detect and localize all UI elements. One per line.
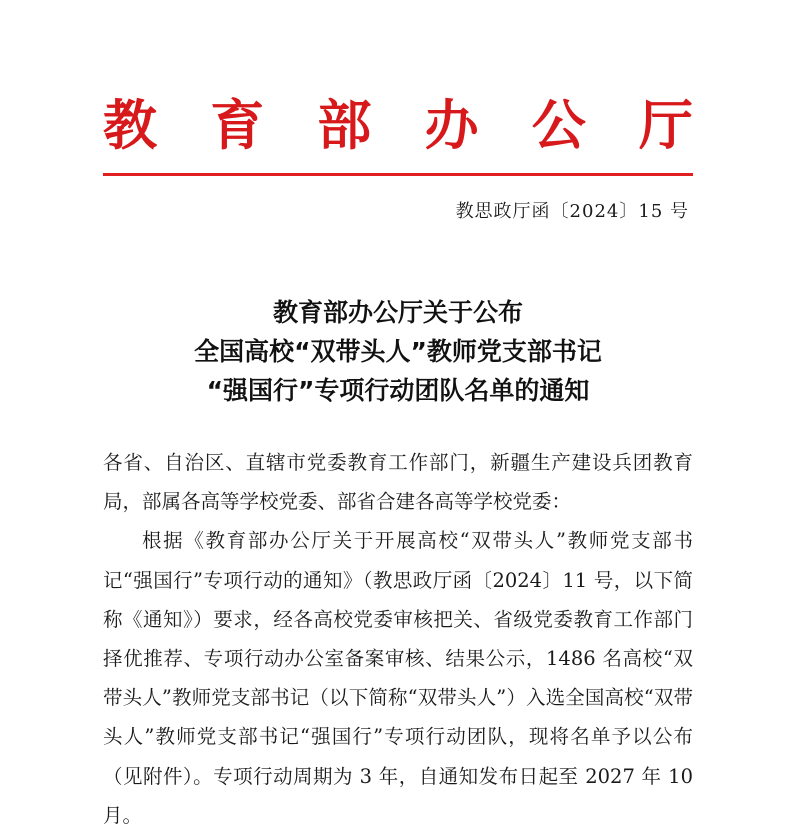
title-line: 全国高校“双带头人”教师党支部书记: [194, 337, 602, 366]
issuer-char: 部: [317, 93, 372, 157]
issuer-char: 育: [210, 93, 265, 157]
red-separator-rule: [103, 173, 693, 176]
issuer-char: 公: [531, 93, 586, 157]
document-title: [103, 293, 693, 410]
issuer-char: 厅: [638, 93, 693, 157]
document-body: [103, 443, 693, 835]
issuer-char: 办: [424, 93, 479, 157]
title-line: “强国行”专项行动团队名单的通知: [206, 376, 590, 405]
salutation: 各省、自治区、直辖市党委教育工作部门，新疆生产建设兵团教育局，部属各高等学校党委、部省合建各高等学校党委：: [103, 451, 693, 514]
issuer-char: 教: [103, 93, 157, 157]
issuer-header: [103, 92, 693, 158]
document-number: 教思政厅函〔2024〕15 号: [455, 201, 689, 222]
title-line: 教育部办公厅关于公布: [272, 298, 523, 327]
body-paragraph: 根据《教育部办公厅关于开展高校“双带头人”教师党支部书记“强国行”专项行动的通知》（教思政厅函〔2024〕11 号，以下简称《通知》）要求，经各高校党委审核把关、省级党委教育工作部门择优推荐、专项行动办公室备案审核、结果公示，1486 名高校“双带头人”教师党支部书记（以下简称“双带头人”）入选全国高校“双带头人”教师党支部书记“强国行”专项行动团队，现将名单予以公布（见附件）。专项行动周期为 3 年，自通知发布日起至 2027 年 10 月。: [103, 529, 693, 827]
